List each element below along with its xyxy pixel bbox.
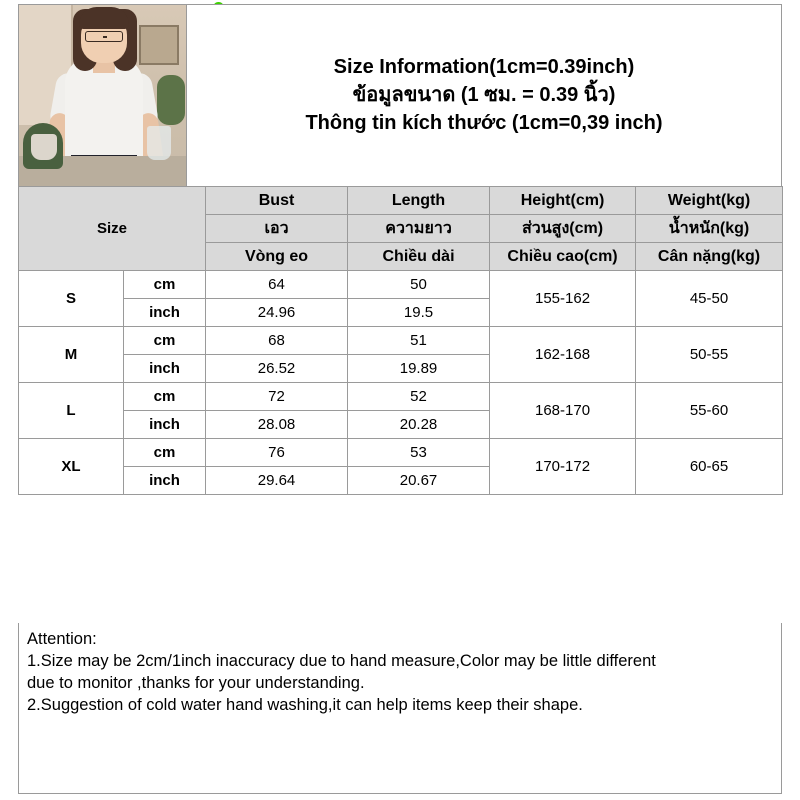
header-bust-en: Bust [206, 187, 348, 215]
unit-cm: cm [124, 383, 206, 411]
length-inch: 19.89 [348, 355, 490, 383]
weight-range: 60-65 [636, 439, 783, 495]
height-range: 168-170 [490, 383, 636, 439]
header-length-th: ความยาว [348, 215, 490, 243]
header-length-vi: Chiều dài [348, 243, 490, 271]
height-range: 162-168 [490, 327, 636, 383]
header-size-label: Size [19, 187, 206, 271]
unit-inch: inch [124, 355, 206, 383]
height-range: 155-162 [490, 271, 636, 327]
bust-inch: 24.96 [206, 299, 348, 327]
height-range: 170-172 [490, 439, 636, 495]
bust-cm: 72 [206, 383, 348, 411]
attention-line-1: 1.Size may be 2cm/1inch inaccuracy due to hand measure,Color may be little different [27, 652, 656, 671]
attention-heading: Attention: [27, 630, 97, 648]
unit-cm: cm [124, 271, 206, 299]
attention-note [18, 623, 782, 794]
photo-hair-top [79, 7, 129, 29]
length-cm: 52 [348, 383, 490, 411]
title-line-th: ข้อมูลขนาด (1 ซม. = 0.39 นิ้ว) [352, 84, 616, 106]
header-height-en: Height(cm) [490, 187, 636, 215]
header-height-th: ส่วนสูง(cm) [490, 215, 636, 243]
bust-inch: 26.52 [206, 355, 348, 383]
header-bust-vi: Vòng eo [206, 243, 348, 271]
length-inch: 20.28 [348, 411, 490, 439]
header-bust-th: เอว [206, 215, 348, 243]
photo-glass [147, 126, 171, 160]
header-weight-en: Weight(kg) [636, 187, 783, 215]
table-row [19, 271, 783, 299]
weight-range: 45-50 [636, 271, 783, 327]
weight-range: 50-55 [636, 327, 783, 383]
title-line-vi: Thông tin kích thước (1cm=0,39 inch) [305, 112, 663, 134]
bust-inch: 29.64 [206, 467, 348, 495]
title-block [187, 5, 781, 186]
glasses-icon [85, 31, 123, 42]
photo-plant-right [157, 75, 185, 125]
length-cm: 53 [348, 439, 490, 467]
bust-cm: 64 [206, 271, 348, 299]
unit-inch: inch [124, 299, 206, 327]
unit-inch: inch [124, 467, 206, 495]
model-photo [19, 5, 187, 186]
unit-cm: cm [124, 327, 206, 355]
unit-cm: cm [124, 439, 206, 467]
bust-cm: 68 [206, 327, 348, 355]
attention-line-3: 2.Suggestion of cold water hand washing,it can help items keep their shape. [27, 696, 583, 715]
attention-line-2: due to monitor ,thanks for your understanding. [27, 674, 365, 693]
length-inch: 19.5 [348, 299, 490, 327]
bust-cm: 76 [206, 439, 348, 467]
row-size-label: XL [19, 439, 124, 495]
row-size-label: M [19, 327, 124, 383]
unit-inch: inch [124, 411, 206, 439]
table-header-row-en [19, 187, 783, 215]
header-height-vi: Chiều cao(cm) [490, 243, 636, 271]
row-size-label: L [19, 383, 124, 439]
row-size-label: S [19, 271, 124, 327]
header-weight-th: น้ำหนัก(kg) [636, 215, 783, 243]
header-area [18, 4, 782, 186]
bust-inch: 28.08 [206, 411, 348, 439]
table-row [19, 439, 783, 467]
length-cm: 51 [348, 327, 490, 355]
header-length-en: Length [348, 187, 490, 215]
header-weight-vi: Cân nặng(kg) [636, 243, 783, 271]
title-line-en: Size Information(1cm=0.39inch) [333, 56, 635, 78]
table-row [19, 327, 783, 355]
table-row [19, 383, 783, 411]
photo-wall-art-2 [139, 25, 179, 65]
length-cm: 50 [348, 271, 490, 299]
size-table [18, 186, 783, 495]
photo-vase [31, 134, 57, 160]
length-inch: 20.67 [348, 467, 490, 495]
weight-range: 55-60 [636, 383, 783, 439]
